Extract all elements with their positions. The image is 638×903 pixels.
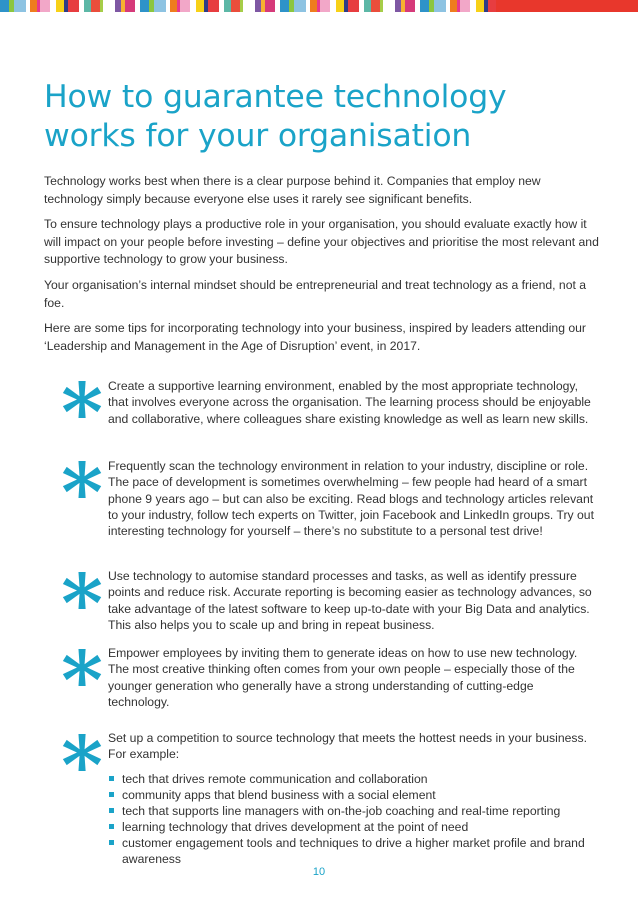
stripe-segment <box>265 0 275 12</box>
stripe-segment <box>348 0 359 12</box>
tip-item <box>58 556 598 650</box>
bullet-square-icon <box>109 824 114 829</box>
list-item <box>108 771 598 787</box>
intro-text <box>44 173 600 363</box>
intro-paragraph: Technology works best when there is a clear purpose behind it. Companies that employ new technology simply because everyone else uses it rarely see significant benefits. <box>44 174 541 206</box>
bullet-square-icon <box>109 776 114 781</box>
stripe-segment <box>224 0 231 12</box>
tip-item <box>58 445 598 539</box>
stripe-segment <box>371 0 380 12</box>
tip-text: Frequently scan the technology environment in relation to your industry, discipline or role. The pace of development is sometimes overwhelming – few people had heard of a smart phone 9 years ago – but can also be exciting. Read blogs and technology articles relevant to your industry, follow tech experts on Twitter, join Facebook and LinkedIn groups. Try out interesting technology for yourself – there’s no substitute to a personal test drive! <box>108 459 594 539</box>
intro-paragraph: To ensure technology plays a productive role in your organisation, you should evaluate exactly how it will impact on your people before investing – define your objectives and prioritise the most relevant and supportive technology to grow your business. <box>44 217 599 267</box>
stripe-segment <box>460 0 470 12</box>
stripe-segment <box>140 0 149 12</box>
stripe-segment <box>420 0 429 12</box>
stripe-segment <box>488 0 496 12</box>
stripe-segment <box>405 0 415 12</box>
list-item <box>108 787 598 803</box>
bullet-square-icon <box>109 840 114 845</box>
tip-text: Set up a competition to source technology that meets the hottest needs in your business. For example: <box>108 731 587 762</box>
bullet-square-icon <box>109 808 114 813</box>
stripe-segment <box>68 0 79 12</box>
stripe-segment <box>336 0 344 12</box>
stripe-segment <box>383 0 395 12</box>
example-list <box>108 771 598 868</box>
list-item-text: tech that supports line managers with on-the-job coaching and real-time reporting <box>122 803 561 818</box>
asterisk-icon: * <box>61 633 103 727</box>
tip-text: Create a supportive learning environment, enabled by the most appropriate technology, that involves everyone across the organisation. The learning process should be enjoyable and collaborative, where colleagues share existing knowledge as well as learn new skills. <box>108 379 591 426</box>
list-item-text: customer engagement tools and techniques to drive a higher market profile and brand awareness <box>122 835 585 867</box>
stripe-segment <box>208 0 219 12</box>
stripe-segment <box>243 0 255 12</box>
stripe-segment <box>310 0 317 12</box>
stripe-segment <box>103 0 115 12</box>
asterisk-icon: * <box>61 556 103 650</box>
stripe-segment <box>170 0 177 12</box>
stripe-segment <box>30 0 37 12</box>
stripe-segment <box>320 0 330 12</box>
stripe-segment <box>154 0 166 12</box>
tip-item <box>58 365 598 459</box>
tip-text: Use technology to automise standard processes and tasks, as well as identify pressure points and reduce risk. Accurate reporting is becoming easier as technology advances, so take advantage of the latest software to keep up-to-date with your Big Data and analytics. This also helps you to scale up and bring in repeat business. <box>108 569 592 632</box>
list-item <box>108 835 598 867</box>
stripe-segment <box>84 0 91 12</box>
tip-item <box>58 633 598 727</box>
stripe-segment <box>0 0 9 12</box>
page-number: 10 <box>312 866 326 878</box>
asterisk-icon: * <box>61 445 103 539</box>
stripe-segment <box>14 0 26 12</box>
stripe-segment <box>180 0 190 12</box>
decorative-color-stripe <box>0 0 638 12</box>
bullet-square-icon <box>109 792 114 797</box>
tip-text: Empower employees by inviting them to generate ideas on how to use new technology. The most creative thinking often comes from your own people – especially those of the younger generation who generally have a strong understanding of cutting-edge technology. <box>108 646 578 709</box>
stripe-segment <box>364 0 371 12</box>
asterisk-icon: * <box>61 718 103 812</box>
page-title: How to guarantee technology works for your organisation <box>44 79 507 154</box>
intro-paragraph: Here are some tips for incorporating technology into your business, inspired by leaders attending our ‘Leadership and Management in the Age of Disruption’ event, in 2017. <box>44 321 586 353</box>
list-item <box>108 819 598 835</box>
stripe-segment <box>91 0 100 12</box>
stripe-segment <box>294 0 306 12</box>
list-item-text: learning technology that drives development at the point of need <box>122 819 469 834</box>
stripe-segment <box>450 0 457 12</box>
stripe-segment <box>125 0 135 12</box>
stripe-segment <box>280 0 289 12</box>
list-item-text: tech that drives remote communication and collaboration <box>122 771 428 786</box>
stripe-segment <box>56 0 64 12</box>
stripe-segment <box>231 0 240 12</box>
stripe-segment <box>434 0 446 12</box>
tip-item <box>58 718 598 867</box>
stripe-segment <box>476 0 484 12</box>
stripe-segment <box>40 0 50 12</box>
stripe-segment <box>196 0 204 12</box>
list-item <box>108 803 598 819</box>
stripe-accent-bar <box>496 0 638 12</box>
asterisk-icon: * <box>61 365 103 459</box>
list-item-text: community apps that blend business with a social element <box>122 787 436 802</box>
intro-paragraph: Your organisation’s internal mindset should be entrepreneurial and treat technology as a friend, not a foe. <box>44 277 587 310</box>
